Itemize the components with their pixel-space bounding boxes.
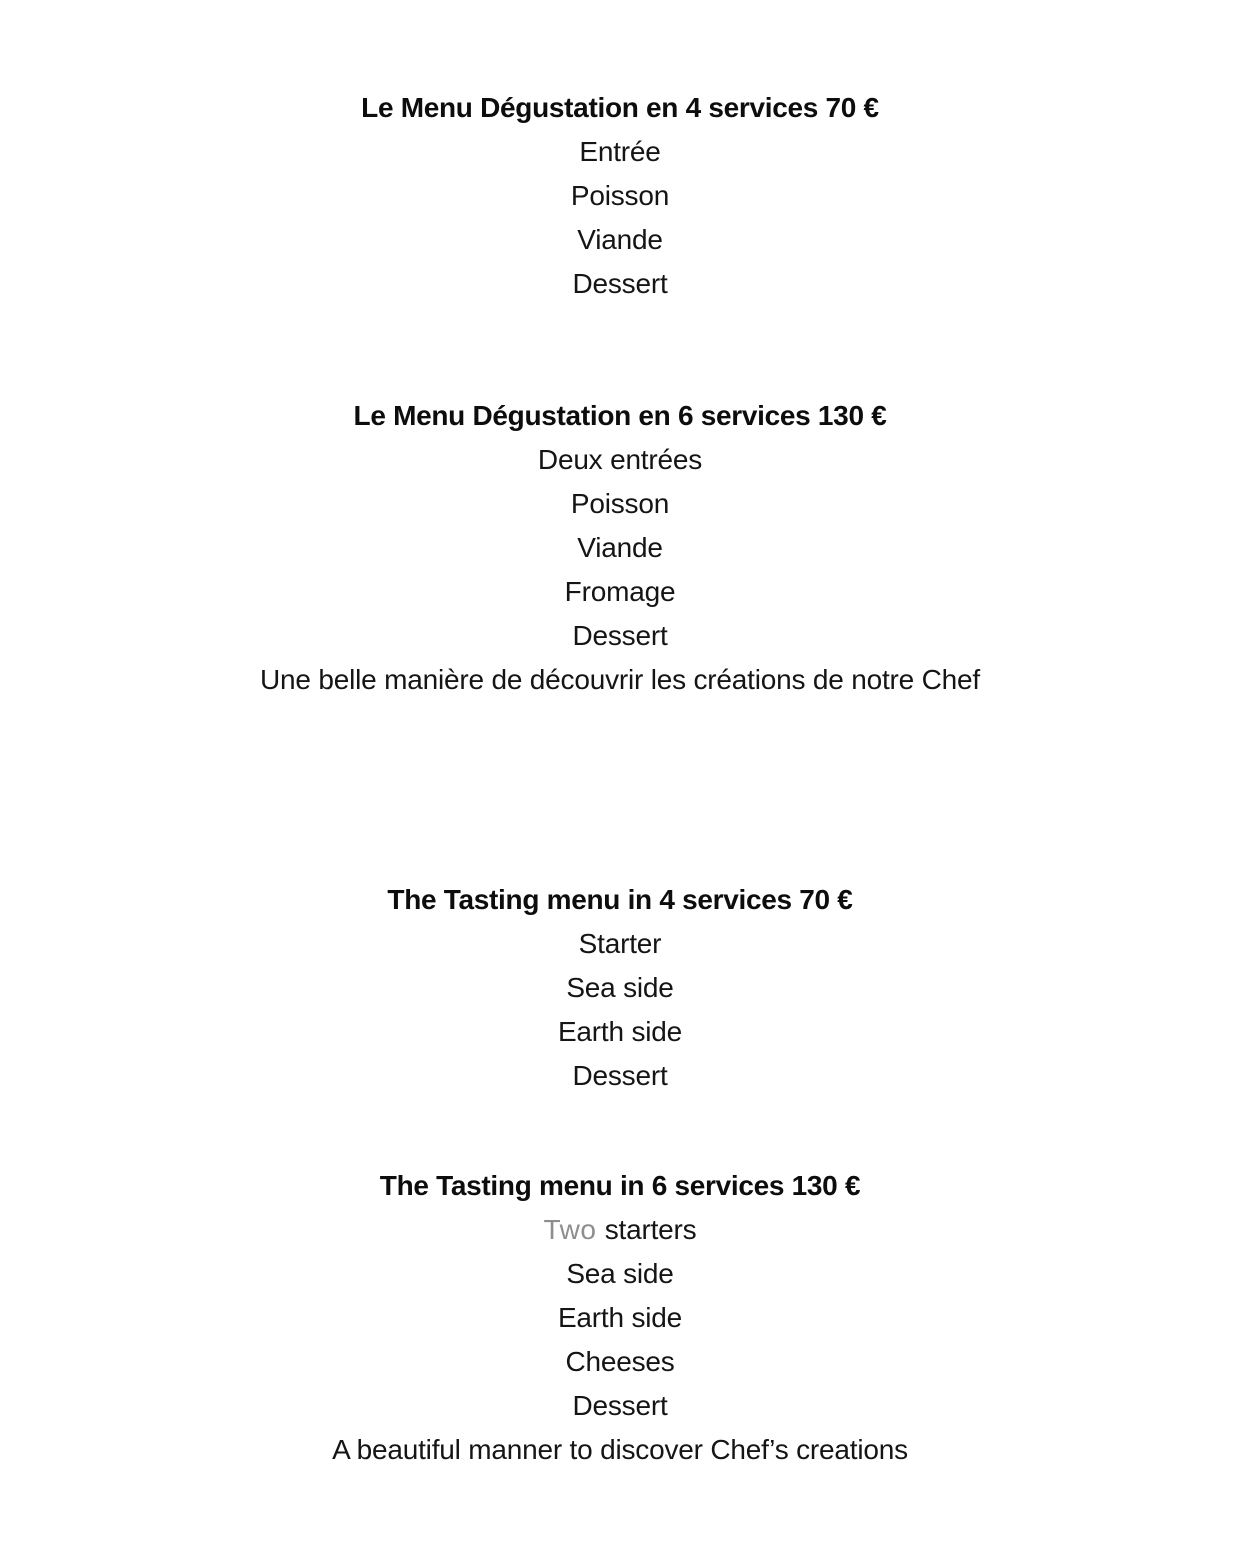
section-title: The Tasting menu in 6 services 130 € <box>379 1170 861 1201</box>
menu-item-two-starters <box>0 1208 1240 1252</box>
section-tasting-menu-4-services <box>0 878 1240 1098</box>
section-menu-degustation-4-services <box>0 86 1240 306</box>
menu-item: Viande <box>577 224 663 255</box>
menu-item: Dessert <box>572 1060 668 1091</box>
menu-item: Earth side <box>557 1016 683 1047</box>
menu-item: Starter <box>578 928 662 959</box>
menu-item: Entrée <box>579 136 661 167</box>
section-menu-degustation-6-services <box>0 394 1240 702</box>
menu-item: Dessert <box>572 1390 668 1421</box>
menu-item: Poisson <box>570 180 670 211</box>
menu-item: Sea side <box>566 972 674 1003</box>
menu-item: Dessert <box>572 620 668 651</box>
section-title: The Tasting menu in 4 services 70 € <box>387 884 853 915</box>
menu-item: Deux entrées <box>537 444 703 475</box>
menu-item-text: starters <box>604 1214 697 1245</box>
section-title: Le Menu Dégustation en 6 services 130 € <box>353 400 887 431</box>
section-caption: A beautiful manner to discover Chef’s creations <box>332 1434 908 1465</box>
section-caption: Une belle manière de découvrir les créations de notre Chef <box>260 664 980 695</box>
menu-item: Sea side <box>566 1258 674 1289</box>
menu-item: Viande <box>577 532 663 563</box>
menu-item: Dessert <box>572 268 668 299</box>
section-tasting-menu-6-services <box>0 1164 1240 1472</box>
menu-item: Earth side <box>557 1302 683 1333</box>
menu-item: Fromage <box>564 576 676 607</box>
menu-item: Cheeses <box>565 1346 675 1377</box>
section-title: Le Menu Dégustation en 4 services 70 € <box>361 92 879 123</box>
menu-item: Poisson <box>570 488 670 519</box>
light-word-two: Two <box>543 1214 605 1245</box>
